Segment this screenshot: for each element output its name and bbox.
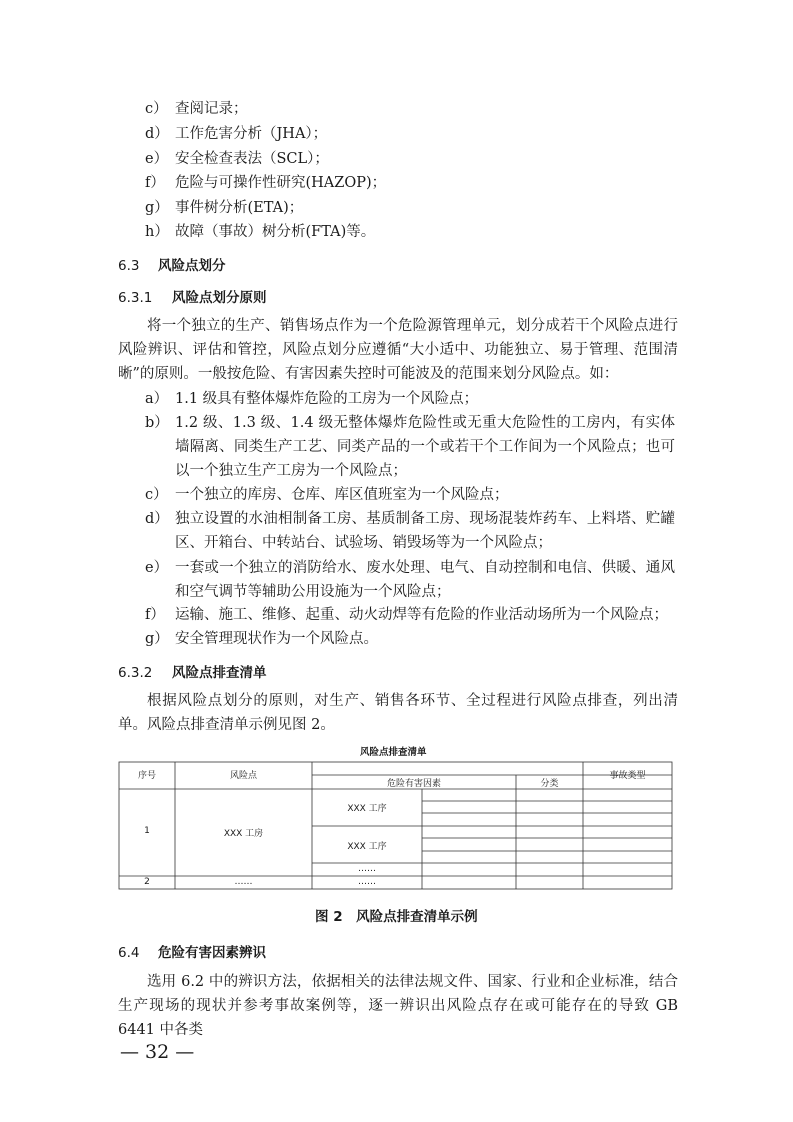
- section-heading-6-3-2: [118, 661, 267, 681]
- list-text: 安全管理现状作为一个风险点。: [175, 631, 378, 647]
- list-text: 工作危害分析（JHA）；: [175, 126, 328, 142]
- list-label: g）: [145, 631, 169, 647]
- list-text: 事件树分析(ETA)；: [175, 200, 304, 216]
- table-caption: 风险点排查清单: [360, 747, 427, 758]
- section-heading-6-3: [118, 254, 226, 274]
- section-title: 危险有害因素辨识: [158, 945, 266, 961]
- table-header-point: 风险点: [229, 771, 257, 781]
- list-label: f）: [145, 175, 165, 191]
- list-text: 1.2 级、1.3 级、1.4 级无整体爆炸危险性或无重大危险性的工房内，有实体墙隔离、同类生产工艺、同类产品的一个或若干个工作间为一个风险点；也可以一个独立生产工房为一个风险点；: [175, 415, 675, 479]
- section-number: 6.3: [118, 258, 140, 274]
- list-label: d）: [145, 126, 169, 142]
- list-label: c）: [145, 101, 168, 117]
- table-cell-seq: 2: [144, 877, 150, 887]
- list-label: e）: [145, 151, 169, 167]
- list-text: 危险与可操作性研究(HAZOP)；: [175, 175, 387, 191]
- list-label: e）: [145, 560, 169, 576]
- list-text: 故障（事故）树分析(FTA)等。: [175, 224, 376, 240]
- section-number: 6.3.1: [118, 290, 153, 306]
- list-label: f）: [145, 607, 165, 623]
- list-label: d）: [145, 511, 169, 527]
- table-header-seq: 序号: [137, 771, 156, 781]
- list-text: 运输、施工、维修、起重、动火动焊等有危险的作业活动场所为一个风险点；: [175, 607, 668, 623]
- table-cell-point: ……: [234, 877, 253, 887]
- list-label: a）: [145, 391, 169, 407]
- list-label: c）: [145, 487, 168, 503]
- section-number: 6.3.2: [118, 665, 153, 681]
- list-text: 一个独立的库房、仓库、库区值班室为一个风险点；: [175, 487, 509, 503]
- table-cell-process: ……: [358, 877, 376, 887]
- table-cell-process: XXX 工序: [347, 842, 387, 852]
- table-cell-seq: 1: [144, 826, 150, 836]
- section-number: 6.4: [118, 945, 140, 961]
- table-header-accident: 事故类型: [609, 771, 646, 781]
- list-label: h）: [145, 224, 169, 240]
- section-title: 风险点划分: [158, 258, 226, 274]
- table-cell-ellipsis: ……: [358, 864, 376, 874]
- section-paragraph-6-3-1: 将一个独立的生产、销售场点作为一个危险源管理单元，划分成若干个风险点进行风险辨识、评估和管控，风险点划分应遵循“大小适中、功能独立、易于管理、范围清晰”的原则。一般按危险、有害因素失控时可能波及的范围来划分风险点。如：: [118, 318, 678, 382]
- section-paragraph-6-4: 选用 6.2 中的辨识方法，依据相关的法律法规文件、国家、行业和企业标准，结合生产现场的现状并参考事故案例等，逐一辨识出风险点存在或可能存在的导致 GB 6441 中各类: [118, 974, 678, 1038]
- section-heading-6-4: [118, 941, 266, 961]
- page-number: — 32 —: [120, 1041, 195, 1063]
- table-cell-point: XXX 工房: [223, 829, 264, 839]
- figure-caption: 图 2 风险点排查清单示例: [315, 909, 478, 925]
- list-text: 1.1 级具有整体爆炸危险的工房为一个风险点；: [175, 391, 479, 407]
- list-text: 一套或一个独立的消防给水、废水处理、电气、自动控制和电信、供暖、通风和空气调节等辅助公用设施为一个风险点；: [175, 560, 675, 600]
- list-label: g）: [145, 200, 169, 216]
- list-text: 安全检查表法（SCL）；: [175, 151, 329, 167]
- section-heading-6-3-1: [118, 286, 267, 306]
- table-header-factor: 危险有害因素: [386, 779, 441, 789]
- table-cell-process: XXX 工序: [347, 804, 387, 814]
- table-header-category: 分类: [540, 779, 559, 789]
- section-title: 风险点划分原则: [172, 290, 267, 306]
- section-title: 风险点排查清单: [172, 665, 267, 681]
- section-paragraph-6-3-2: 根据风险点划分的原则，对生产、销售各环节、全过程进行风险点排查，列出清单。风险点排查清单示例见图 2。: [118, 693, 678, 733]
- list-label: b）: [145, 415, 169, 431]
- list-text: 查阅记录；: [175, 101, 248, 117]
- list-text: 独立设置的水油相制备工房、基质制备工房、现场混装炸药车、上料塔、贮罐区、开箱台、中转站台、试验场、销毁场等为一个风险点；: [175, 511, 675, 551]
